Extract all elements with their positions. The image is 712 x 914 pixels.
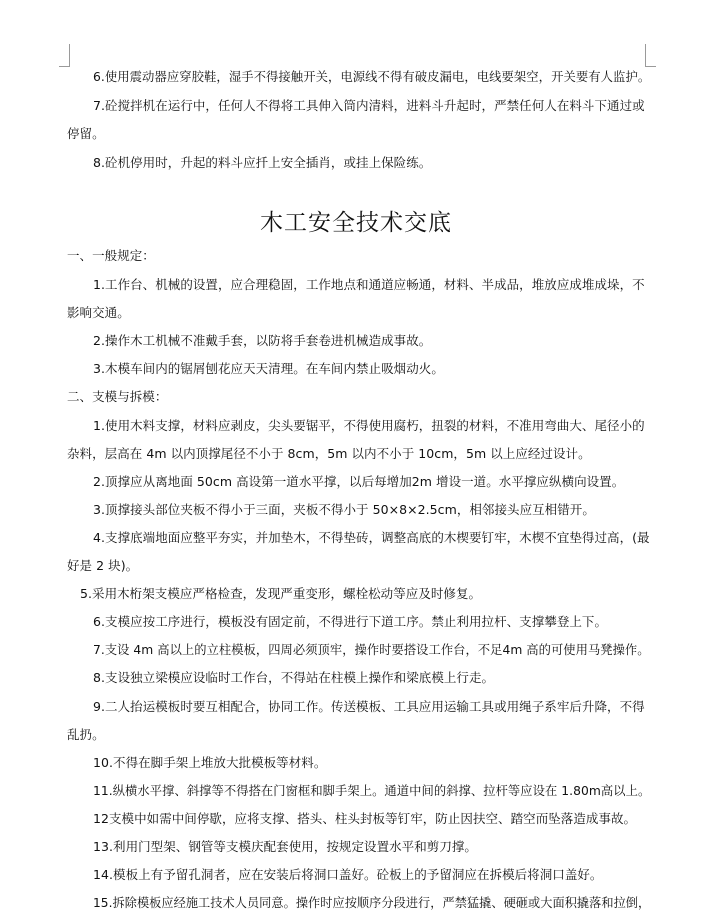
paragraph-line: 停留。 xyxy=(67,126,105,141)
paragraph-line: 杂料，层高在 4m 以内顶撑尾径不小于 8cm，5m 以内不小于 10cm，5m 以上应经过设计。 xyxy=(67,446,591,461)
paragraph-line: 10.不得在脚手架上堆放大批模板等材料。 xyxy=(93,755,327,770)
paragraph-line: 4.支撑底端地面应整平夯实，并加垫木，不得垫砖，调整高底的木楔要钉牢，木楔不宜垫得过高，(最 xyxy=(93,530,650,545)
paragraph-line: 13.利用门型架、钢管等支模庆配套使用，按规定设置水平和剪刀撑。 xyxy=(93,839,477,854)
paragraph-line: 2.顶撑应从离地面 50cm 高设第一道水平撑，以后每增加2m 增设一道。水平撑应纵横向设置。 xyxy=(93,474,625,489)
paragraph-line: 乱扔。 xyxy=(67,727,105,742)
paragraph-line: 3.顶撑接头部位夹板不得小于三面，夹板不得小于 50×8×2.5cm，相邻接头应互相错开。 xyxy=(93,502,595,517)
section-heading: 一、一般规定： xyxy=(67,248,155,263)
paragraph-line: 3.木模车间内的锯屑刨花应天天清理。在车间内禁止吸烟动火。 xyxy=(93,361,444,376)
paragraph-line: 2.操作木工机械不准戴手套，以防将手套卷进机械造成事故。 xyxy=(93,333,432,348)
paragraph-line: 7.砼搅拌机在运行中，任何人不得将工具伸入筒内清料，进料斗升起时，严禁任何人在料斗下通过或 xyxy=(93,98,645,113)
page-corner-mark-right xyxy=(645,44,656,67)
paragraph-line: 好是 2 块)。 xyxy=(67,558,139,573)
section-heading: 二、支模与拆模： xyxy=(67,389,168,404)
paragraph-line: 14.模板上有予留孔洞者，应在安装后将洞口盖好。砼板上的予留洞应在拆模后将洞口盖好。 xyxy=(93,867,603,882)
paragraph-line: 1.工作台、机械的设置，应合理稳固，工作地点和通道应畅通，材料、半成品，堆放应成堆成垛，不 xyxy=(93,277,645,292)
paragraph-line: 9.二人抬运模板时要互相配合，协同工作。传送模板、工具应用运输工具或用绳子系牢后升降，不得 xyxy=(93,699,645,714)
paragraph-line: 7.支设 4m 高以上的立柱模板，四周必须顶牢，操作时要搭设工作台，不足4m 高的可使用马凳操作。 xyxy=(93,642,650,657)
paragraph-line: 8.支设独立梁模应设临时工作台，不得站在柱模上操作和梁底模上行走。 xyxy=(93,670,495,685)
paragraph-line: 影响交通。 xyxy=(67,305,130,320)
paragraph-line: 5.采用木桁架支模应严格检查，发现严重变形，螺栓松动等应及时修复。 xyxy=(80,586,482,601)
paragraph-line: 6.支模应按工序进行，模板没有固定前，不得进行下道工序。禁止利用拉杆、支撑攀登上下。 xyxy=(93,614,608,629)
page-corner-mark-left xyxy=(59,44,70,67)
paragraph-line: 1.使用木料支撑，材料应剥皮，尖头要锯平，不得使用腐朽，扭裂的材料，不准用弯曲大、尾径小的 xyxy=(93,418,645,433)
paragraph-line: 11.纵横水平撑、斜撑等不得搭在门窗框和脚手架上。通道中间的斜撑、拉杆等应设在 1.80m高以上。 xyxy=(93,783,651,798)
document-title: 木工安全技术交底 xyxy=(260,210,452,236)
paragraph-line: 8.砼机停用时，升起的料斗应扦上安全插肖，或挂上保险练。 xyxy=(93,155,432,170)
paragraph-line: 6.使用震动器应穿胶鞋，湿手不得接触开关，电源线不得有破皮漏电，电线要架空，开关要有人监护。 xyxy=(93,69,651,84)
paragraph-line: 12支模中如需中间停歇，应将支撑、搭头、柱头封板等钉牢，防止因扶空、踏空而坠落造成事故。 xyxy=(93,811,637,826)
paragraph-line: 15.拆除模板应经施工技术人员同意。操作时应按顺序分段进行，严禁猛撬、硬砸或大面积撬落和拉倒， xyxy=(93,895,651,910)
